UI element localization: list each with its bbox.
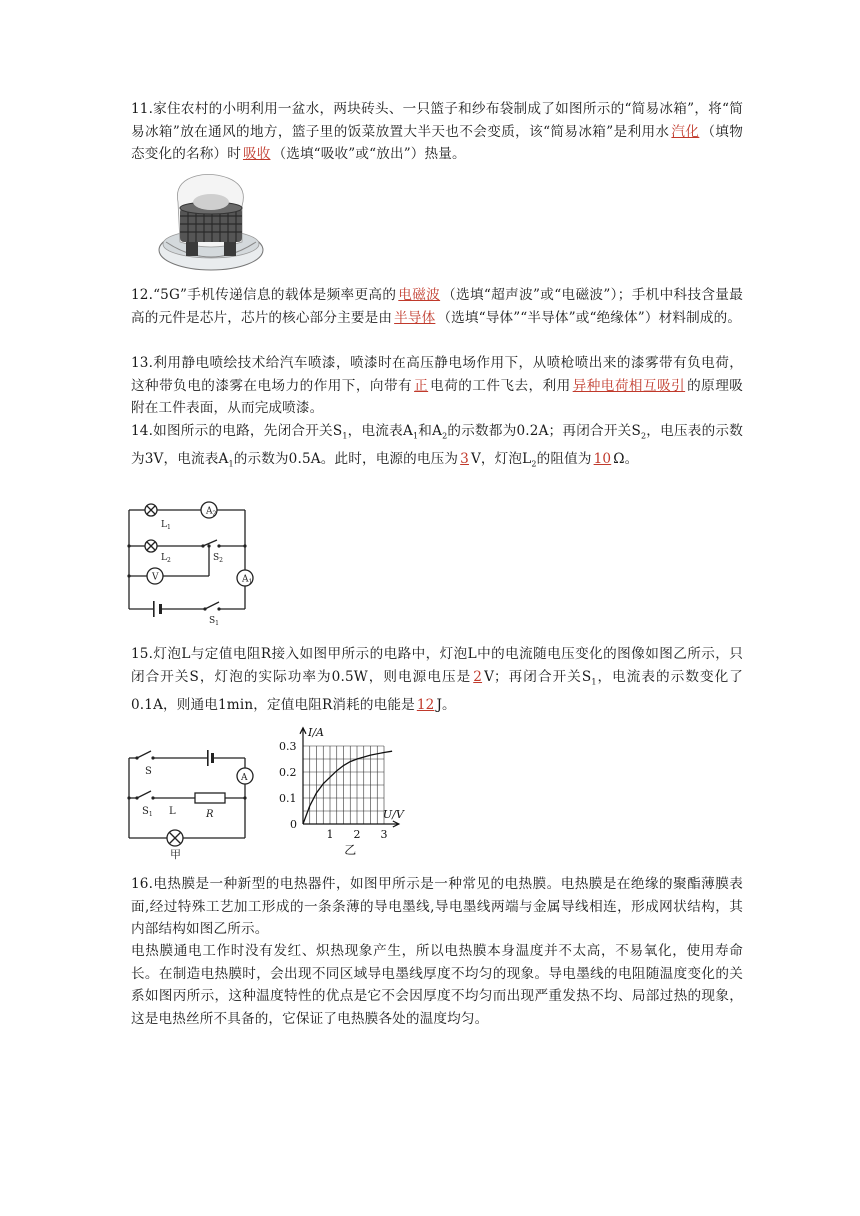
q14-circuit-diagram (125, 496, 260, 630)
question-11 (131, 98, 743, 166)
voltmeter-label: V (152, 572, 159, 583)
q14-text-4: 的示数都为0.2A；再闭合开关S (447, 423, 641, 439)
q14-text-1: 14.如图所示的电路，先闭合开关S (131, 423, 343, 439)
q14-sub-4: 2 (640, 431, 647, 441)
ammeter-label: A (241, 773, 248, 783)
q13-text-c: 的原理吸附在工件表面，从而完成喷漆。 (131, 377, 744, 416)
q15-answer-2: 12 (416, 696, 435, 713)
q15-text-2: V；再闭合开关S (484, 668, 592, 685)
iu-chart (277, 712, 427, 864)
q14-answer-1: 3 (460, 451, 469, 468)
question-15 (131, 643, 743, 716)
lamp-l2-label: $L_2$ (161, 553, 171, 564)
x-tick-label: 1 (326, 828, 334, 841)
y-tick-label: 0.1 (279, 792, 297, 805)
q12-answer-2: 半导体 (394, 309, 436, 326)
q11-answer-2: 吸收 (242, 146, 271, 162)
q14-text-8: 的阻值为 (536, 451, 592, 468)
ammeter-a2-label: $A_2$ (206, 506, 217, 518)
x-tick-label: 2 (353, 828, 361, 841)
q14-sub-2: 1 (412, 431, 419, 441)
q14-text-6: 的示数为0.5A。此时，电源的电压为 (233, 451, 459, 468)
q14-sub-7: 2 (531, 459, 537, 469)
q12-text-b: （选填“超声波”或“电磁波”）；手机中科技含量最高的元件是芯片，芯片的核心部分主要是由 (131, 287, 743, 326)
figure-caption-yi: 乙 (344, 843, 357, 857)
x-axis-label: U/V (382, 808, 404, 821)
q13-text: 13.利用静电喷绘技术给汽车喷漆，喷漆时在高压静电场作用下，从喷枪喷出来的漆雾带有负电荷，这种带负电的漆雾在电场力的作用下，向带有 (131, 355, 743, 394)
q13-text-b: 电荷的工件飞去，利用 (430, 377, 571, 394)
question-16-para-1: 16.电热膜是一种新型的电热器件，如图甲所示是一种常见的电热膜。电热膜是在绝缘的聚酯薄膜表面,经过特殊工艺加工形成的一条条薄的导电墨线,导电墨线两端与金属导线相连，形成网状结构，其内部结构如图乙所示。 (131, 876, 743, 937)
x-tick-label: 3 (380, 828, 388, 841)
x-tick-label: 0 (290, 818, 297, 831)
q12-text-c: （选填“导体”“半导体”或“绝缘体”）材料制成的。 (437, 309, 742, 326)
q15-text-4: J。 (436, 696, 456, 713)
question-13 (131, 352, 743, 420)
y-tick-label: 0.3 (279, 740, 297, 753)
q14-text-9: Ω。 (613, 451, 639, 468)
q12-text: 12.“5G”手机传递信息的载体是频率更高的 (131, 287, 397, 303)
q14-sub-5: 1 (228, 459, 234, 469)
switch-s2-label: $S_2$ (213, 553, 223, 564)
switch-s-label: S (145, 766, 152, 777)
q14-text-5: ，电压表的示数为3V，电流表A (131, 423, 743, 468)
q15-text-3: ，电流表的示数变化了0.1A，则通电1min，定值电阻R消耗的电能是 (131, 668, 743, 713)
ice-box-image (156, 172, 266, 278)
q14-answer-2: 10 (593, 451, 612, 468)
lamp-l-label: L (169, 806, 176, 817)
q14-text-7: V，灯泡L (470, 451, 532, 468)
q13-answer-1: 正 (414, 377, 429, 394)
q14-text-2: ，电流表A (347, 423, 413, 439)
resistor-r-label: R (206, 809, 214, 820)
q15-circuit-diagram (125, 740, 260, 864)
q14-text-3: 和A (418, 423, 443, 439)
q13-answer-2: 异种电荷相互吸引 (572, 377, 686, 394)
q12-answer-1: 电磁波 (398, 287, 441, 303)
y-tick-label: 0.2 (279, 766, 297, 779)
q11-text: 11.家住农村的小明利用一盆水，两块砖头、一只篮子和纱布袋制成了如图所示的“简易冰箱”，将“简易冰箱”放在通风的地方，篮子里的饭菜放置大半天也不会变质，该“简易冰箱”是利用水 (131, 101, 743, 140)
question-16-para-2: 电热膜通电工作时没有发红、炽热现象产生，所以电热膜本身温度并不太高，不易氧化，使用寿命长。在制造电热膜时，会出现不同区域导电墨线厚度不均匀的现象。导电墨线的电阻随温度变化的关系如图丙所示，这种温度特性的优点是它不会因厚度不均匀而出现严重发热不均、局部过热的现象，这是电热丝所不具备的，它保证了电热膜各处的温度均匀。 (131, 943, 743, 1027)
switch-s1-label: $S_1$ (142, 806, 153, 818)
q15-answer-1: 2 (473, 668, 483, 685)
question-14 (131, 420, 743, 476)
q14-sub-3: 2 (442, 431, 448, 441)
question-12 (131, 284, 743, 329)
q15-text-1: 15.灯泡L与定值电阻R接入如图甲所示的电路中，灯泡L中的电流随电压变化的图像如图乙所示，只闭合开关S，灯泡的实际功率为0.5W，则电源电压是 (131, 646, 743, 685)
switch-s1-label: $S_1$ (209, 616, 219, 626)
figure-caption-jia: 甲 (170, 848, 181, 860)
q14-sub-1: 1 (342, 431, 348, 441)
q15-sub-2: 1 (591, 677, 597, 687)
q11-text-c: （选填“吸收”或“放出”）热量。 (272, 146, 466, 162)
q11-text-b: （填物态变化的名称）时 (131, 123, 743, 162)
lamp-l1-label: $L_1$ (161, 520, 171, 531)
y-axis-label: I/A (308, 725, 324, 739)
ammeter-a1-label: $A_1$ (242, 574, 253, 586)
q11-answer-1: 汽化 (671, 123, 700, 140)
